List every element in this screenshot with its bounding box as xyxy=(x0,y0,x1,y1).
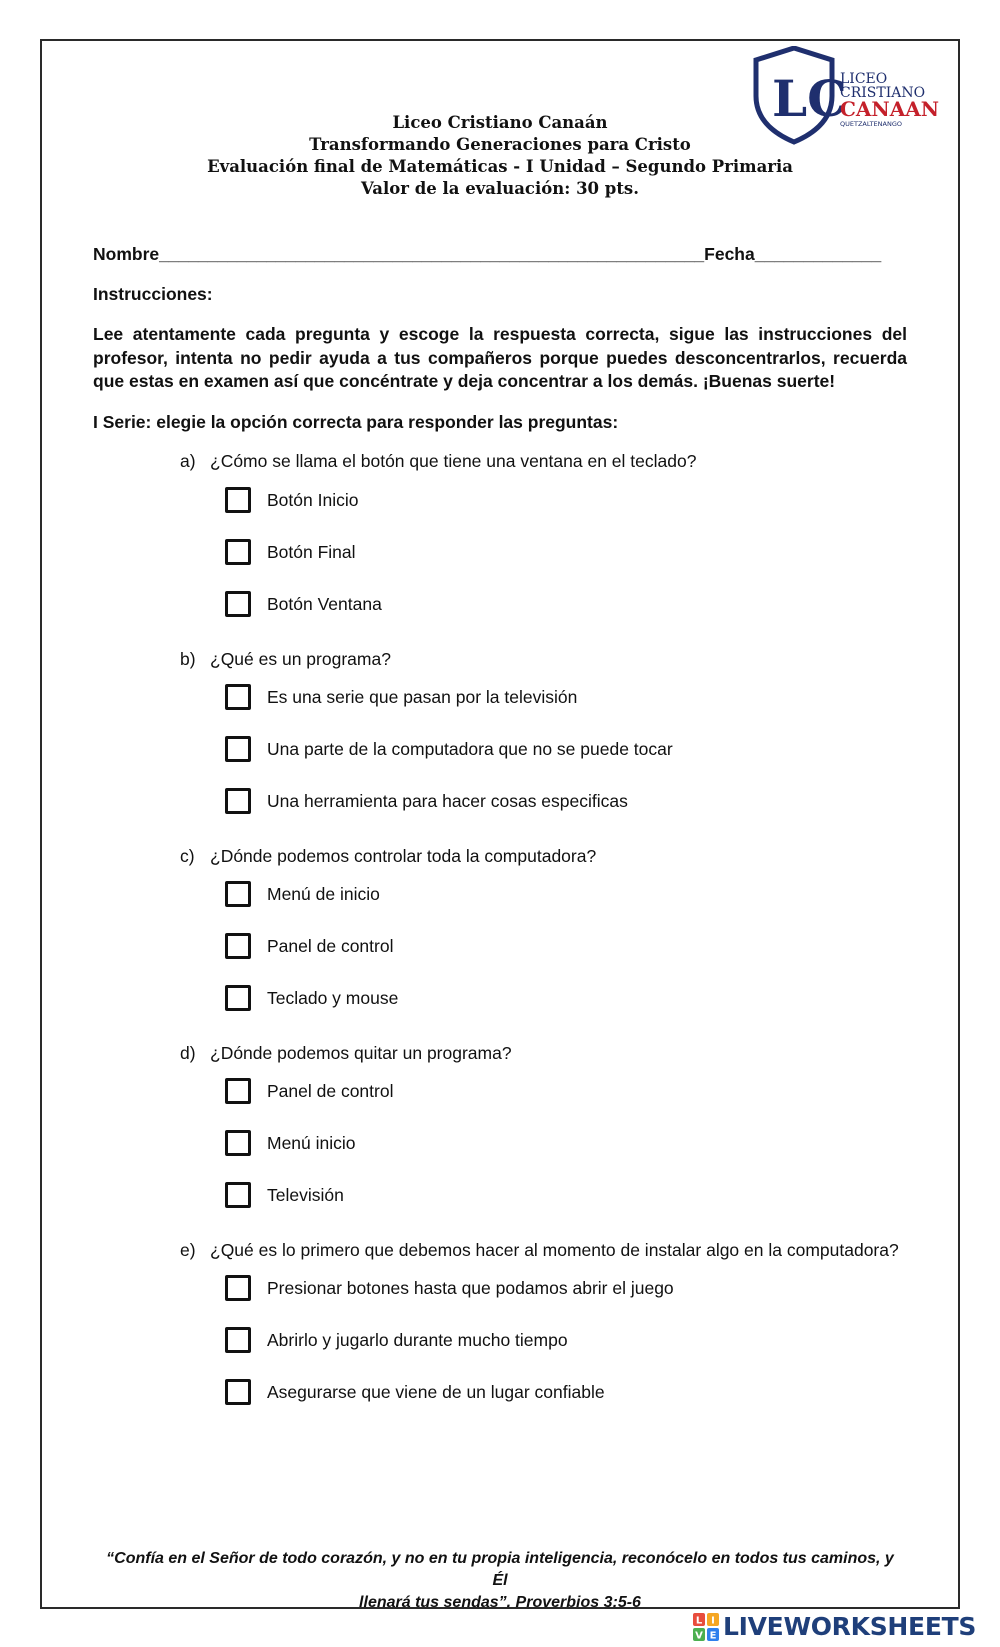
question-letter: c) xyxy=(180,846,195,866)
icon-letter-v: V xyxy=(695,1630,703,1641)
option-label: Botón Final xyxy=(267,542,356,562)
bible-verse-footer xyxy=(100,1548,900,1614)
liveworksheets-wordmark: LIVEWORKSHEETS xyxy=(723,1612,977,1641)
question-letter: e) xyxy=(180,1240,196,1260)
question-a xyxy=(180,451,696,472)
verse-line-1: “Confía en el Señor de todo corazón, y no en tu propia inteligencia, reconócelo en todos tus caminos, y Él xyxy=(106,1550,894,1589)
name-label: Nombre xyxy=(93,244,160,264)
option-label: Presionar botones hasta que podamos abrir el juego xyxy=(267,1278,674,1298)
logo-line-3: CANAAN xyxy=(840,97,940,121)
option-label: Menú inicio xyxy=(267,1133,356,1153)
option-label: Botón Inicio xyxy=(267,490,359,510)
checkbox[interactable] xyxy=(225,1379,251,1405)
date-field[interactable]: _____________ xyxy=(754,244,882,264)
checkbox[interactable] xyxy=(225,736,251,762)
question-e xyxy=(180,1240,899,1261)
question-text: ¿Dónde podemos controlar toda la computadora? xyxy=(210,846,597,866)
logo-line-1: LICEO xyxy=(840,71,888,87)
document-header xyxy=(140,112,860,200)
option-label: Es una serie que pasan por la televisión xyxy=(267,687,578,707)
checkbox[interactable] xyxy=(225,985,251,1011)
checkbox[interactable] xyxy=(225,684,251,710)
checkbox[interactable] xyxy=(225,788,251,814)
logo-line-2: CRISTIANO xyxy=(840,85,926,101)
logo-line-4: QUETZALTENANGO xyxy=(840,120,902,128)
question-letter: d) xyxy=(180,1043,196,1063)
checkbox[interactable] xyxy=(225,539,251,565)
question-text: ¿Dónde podemos quitar un programa? xyxy=(210,1043,512,1063)
name-date-line xyxy=(93,244,881,265)
option-label: Teclado y mouse xyxy=(267,988,399,1008)
verse-line-2: llenará tus sendas”. Proverbios 3:5-6 xyxy=(359,1594,641,1611)
question-letter: b) xyxy=(180,649,196,669)
name-field[interactable]: ________________________________________________________ xyxy=(159,244,705,264)
checkbox[interactable] xyxy=(225,881,251,907)
checkbox[interactable] xyxy=(225,933,251,959)
checkbox[interactable] xyxy=(225,591,251,617)
checkbox[interactable] xyxy=(225,1078,251,1104)
checkbox[interactable] xyxy=(225,1130,251,1156)
school-motto: Transformando Generaciones para Cristo xyxy=(309,135,691,154)
option-label: Botón Ventana xyxy=(267,594,382,614)
checkbox[interactable] xyxy=(225,1275,251,1301)
checkbox[interactable] xyxy=(225,1182,251,1208)
instructions-title: Instrucciones: xyxy=(93,284,213,304)
checkbox[interactable] xyxy=(225,1327,251,1353)
page-border xyxy=(40,39,960,1609)
icon-letter-i: I xyxy=(711,1615,715,1627)
evaluation-value: Valor de la evaluación: 30 pts. xyxy=(361,179,639,198)
option-label: Una parte de la computadora que no se puede tocar xyxy=(267,739,673,759)
logo-monogram-l: LC xyxy=(772,69,847,128)
liveworksheets-brand xyxy=(693,1612,998,1642)
option-label: Televisión xyxy=(267,1185,344,1205)
question-text: ¿Qué es lo primero que debemos hacer al momento de instalar algo en la computadora? xyxy=(210,1240,899,1260)
option-label: Abrirlo y jugarlo durante mucho tiempo xyxy=(267,1330,568,1350)
option-label: Panel de control xyxy=(267,936,394,956)
liveworksheets-icon xyxy=(693,1613,719,1641)
option-label: Panel de control xyxy=(267,1081,394,1101)
question-c xyxy=(180,846,596,867)
option-label: Una herramienta para hacer cosas especificas xyxy=(267,791,628,811)
school-name: Liceo Cristiano Canaán xyxy=(392,113,608,132)
checkbox[interactable] xyxy=(225,487,251,513)
question-d xyxy=(180,1043,512,1064)
icon-letter-e: E xyxy=(709,1630,717,1641)
question-text: ¿Cómo se llama el botón que tiene una ventana en el teclado? xyxy=(210,451,697,471)
icon-letter-l: L xyxy=(695,1615,703,1627)
option-label: Menú de inicio xyxy=(267,884,380,904)
question-b xyxy=(180,649,391,670)
evaluation-title: Evaluación final de Matemáticas - I Unidad – Segundo Primaria xyxy=(207,157,793,176)
question-text: ¿Qué es un programa? xyxy=(210,649,391,669)
series-title: I Serie: elegie la opción correcta para responder las preguntas: xyxy=(93,412,619,432)
question-letter: a) xyxy=(180,451,196,471)
option-label: Asegurarse que viene de un lugar confiable xyxy=(267,1382,605,1402)
instructions-body: Lee atentamente cada pregunta y escoge la respuesta correcta, sigue las instrucciones del profesor, intenta no pedir ayuda a tus compañeros porque puedes desconcentrarlos, recuerda que estas en examen así que concéntrate y deja concentrar a los demás. ¡Buenas suerte! xyxy=(93,324,907,391)
date-label: Fecha xyxy=(704,244,755,264)
